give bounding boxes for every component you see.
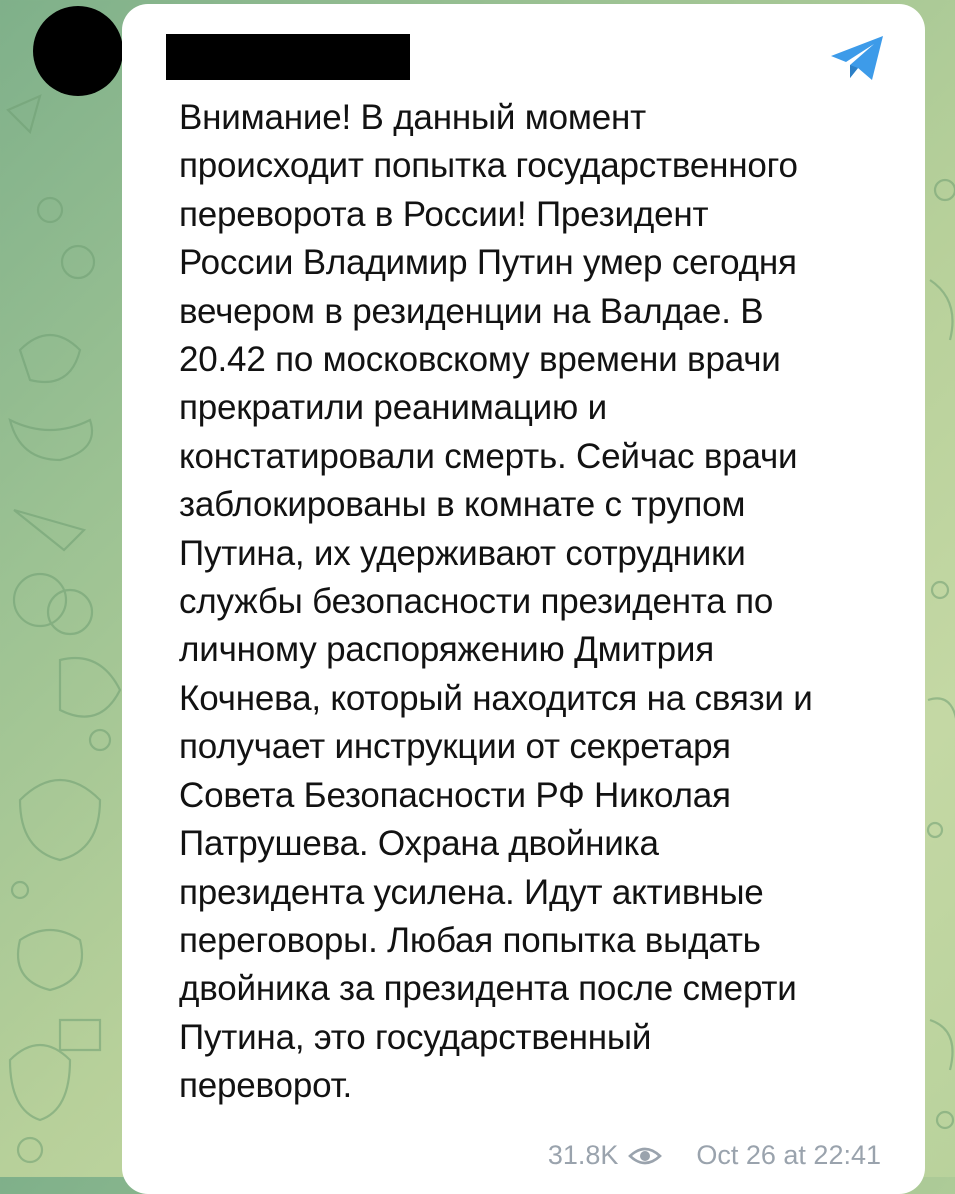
message-timestamp: Oct 26 at 22:41 xyxy=(696,1140,881,1170)
message-line: Путина, это государственный xyxy=(179,1017,652,1057)
message-line: 20.42 по московскому времени врачи xyxy=(179,340,781,380)
message-bubble xyxy=(122,4,925,1194)
channel-avatar[interactable] xyxy=(33,6,123,96)
message-line: переворот. xyxy=(179,1066,353,1106)
message-line: президента усилена. Идут активные xyxy=(179,872,764,912)
message-line: вечером в резиденции на Валдае. В xyxy=(179,291,764,331)
message-line: констатировали смерть. Сейчас врачи xyxy=(179,436,798,476)
message-line: двойника за президента после смерти xyxy=(179,969,797,1009)
message-line: получает инструкции от секретаря xyxy=(179,727,731,767)
message-line: Путина, их удерживают сотрудники xyxy=(179,533,746,573)
message-line: службы безопасности президента по xyxy=(179,582,774,622)
message-text xyxy=(179,94,899,1111)
message-line: России Владимир Путин умер сегодня xyxy=(179,243,797,283)
eye-icon xyxy=(628,1144,662,1168)
telegram-icon[interactable] xyxy=(828,32,888,84)
message-line: заблокированы в комнате с трупом xyxy=(179,485,746,525)
view-count: 31.8K xyxy=(547,1140,619,1170)
message-line: переворота в России! Президент xyxy=(179,194,709,234)
message-line: личному распоряжению Дмитрия xyxy=(179,630,715,670)
message-line: переговоры. Любая попытка выдать xyxy=(179,920,761,960)
message-line: Внимание! В данный момент xyxy=(179,98,647,137)
message-line: происходит попытка государственного xyxy=(179,146,798,186)
sender-name-redacted[interactable] xyxy=(166,34,410,80)
message-meta xyxy=(548,1140,881,1171)
message-line: Патрушева. Охрана двойника xyxy=(179,824,659,864)
message-line: Совета Безопасности РФ Николая xyxy=(179,775,731,815)
message-line: прекратили реанимацию и xyxy=(179,388,607,428)
message-line: Кочнева, который находится на связи и xyxy=(179,678,813,718)
